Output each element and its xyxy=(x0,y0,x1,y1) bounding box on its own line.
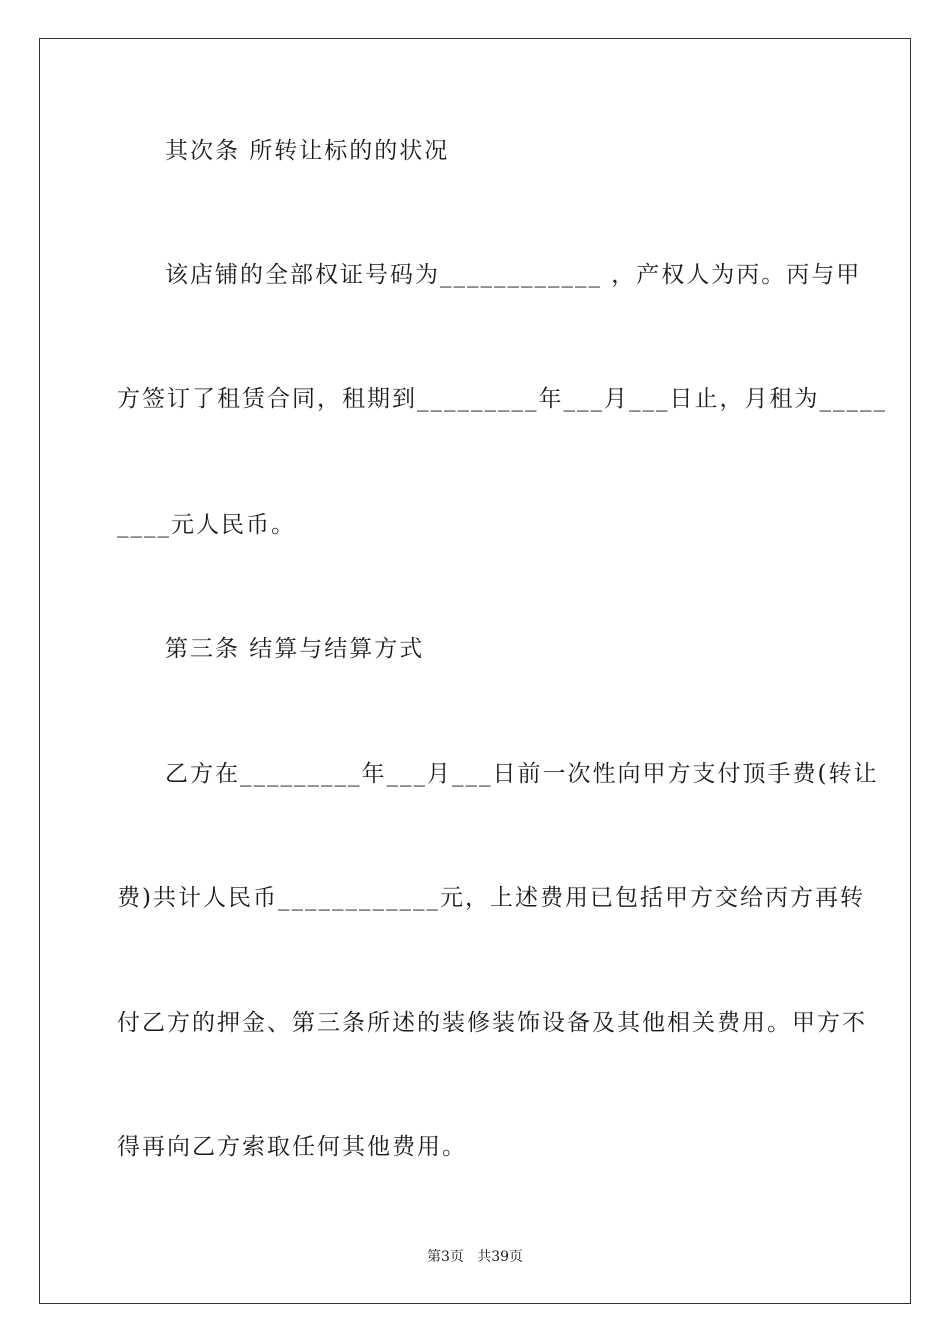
paragraph-line-3: ____元人民币。 xyxy=(117,512,296,538)
section-heading-2: 其次条 所转让标的的状况 xyxy=(165,138,450,164)
page-footer: 第3页 共39页 xyxy=(426,1249,524,1265)
paragraph-line-1: 该店铺的全部权证号码为____________ ，产权人为丙。丙与甲 xyxy=(165,262,862,288)
page-border xyxy=(39,38,911,1304)
paragraph-line-2: 方签订了租赁合同，租期到_________年___月___日止，月租为_____ xyxy=(117,386,887,412)
paragraph-line-6: 付乙方的押金、第三条所述的装修装饰设备及其他相关费用。甲方不 xyxy=(117,1010,867,1036)
paragraph-line-7: 得再向乙方索取任何其他费用。 xyxy=(117,1134,467,1160)
paragraph-line-5: 费)共计人民币____________元，上述费用已包括甲方交给丙方再转 xyxy=(117,885,865,911)
paragraph-line-4: 乙方在_________年___月___日前一次性向甲方支付顶手费(转让 xyxy=(165,761,879,787)
section-heading-3: 第三条 结算与结算方式 xyxy=(165,636,425,662)
